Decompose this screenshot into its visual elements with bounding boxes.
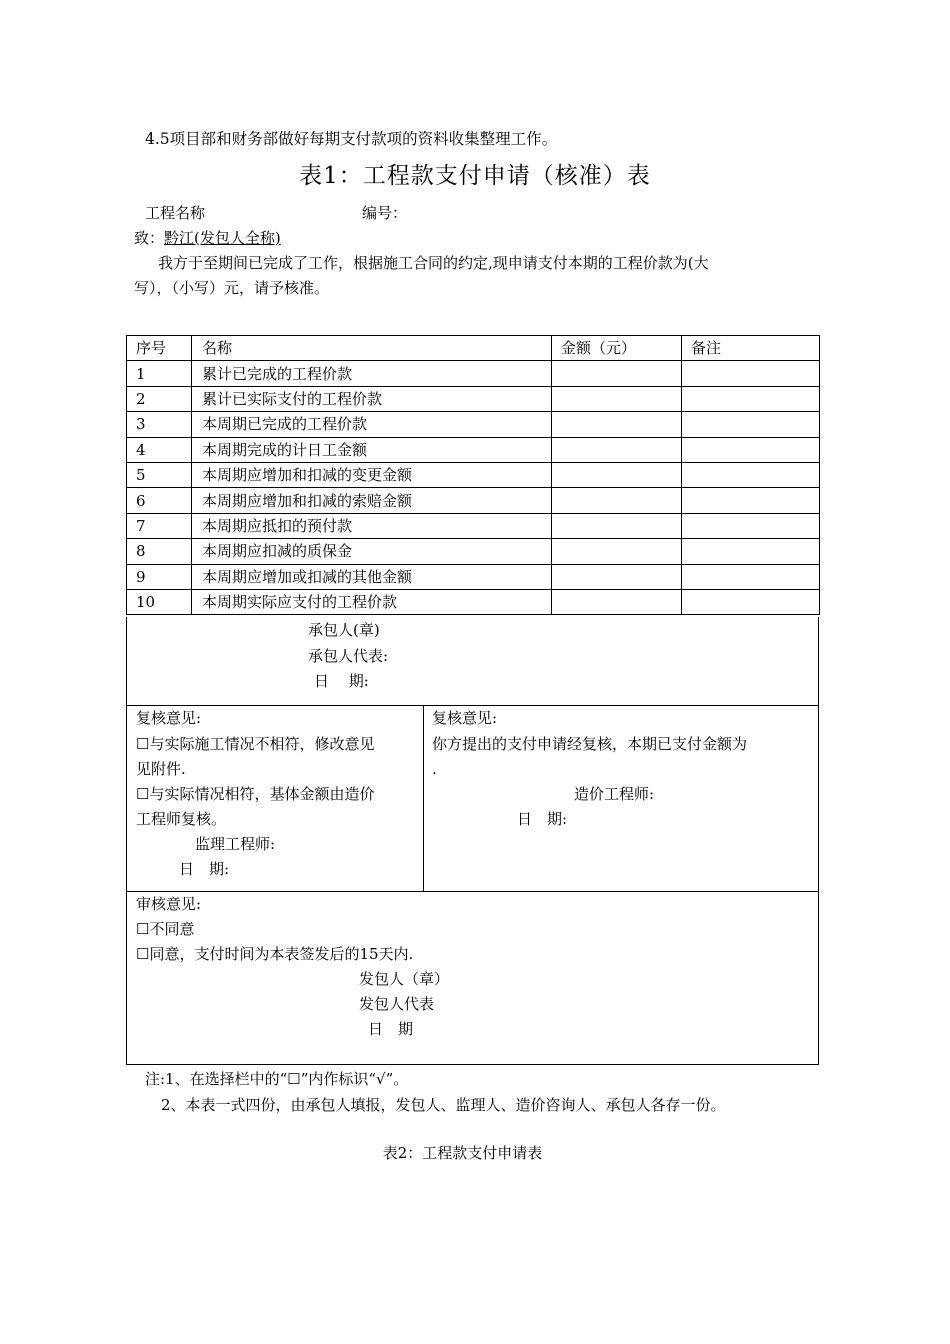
supervisor-option-mismatch-cont: 见附件. [136, 760, 186, 778]
header-amount: 金额（元） [552, 336, 682, 361]
payment-table [126, 335, 820, 615]
supervisor-option-match-cont: 工程师复核。 [136, 810, 227, 828]
supervising-engineer: 监理工程师: [195, 835, 276, 853]
row-remark[interactable] [682, 462, 820, 487]
row-amount[interactable] [552, 386, 682, 411]
header-index: 序号 [127, 336, 192, 361]
row-remark[interactable] [682, 589, 820, 614]
supervisor-option-match[interactable]: ☐与实际情况相符，基体金额由造价 [136, 785, 375, 803]
recipient-name: 黔江(发包人全称) [164, 229, 281, 247]
row-remark[interactable] [682, 386, 820, 411]
row-index: 8 [127, 539, 192, 564]
row-name: 累计已完成的工程价款 [192, 361, 552, 386]
table2-title: 表2：工程款支付申请表 [382, 1144, 543, 1162]
table-row [127, 412, 820, 437]
row-index: 4 [127, 437, 192, 462]
row-amount[interactable] [552, 488, 682, 513]
request-paragraph-line1: 我方于至期间已完成了工作，根据施工合同的约定,现申请支付本期的工程价款为(大 [158, 254, 709, 272]
row-name: 本周期应增加和扣减的变更金额 [192, 462, 552, 487]
row-name: 本周期应扣减的质保金 [192, 539, 552, 564]
cost-review-text-cont: . [432, 760, 437, 778]
row-remark[interactable] [682, 539, 820, 564]
row-name: 本周期实际应支付的工程价款 [192, 589, 552, 614]
row-remark[interactable] [682, 488, 820, 513]
row-index: 7 [127, 513, 192, 538]
form-title: 表1：工程款支付申请（核准）表 [299, 163, 651, 189]
row-amount[interactable] [552, 589, 682, 614]
employer-date: 日 期 [368, 1020, 414, 1038]
recipient-prefix: 致： [134, 229, 165, 247]
row-index: 10 [127, 589, 192, 614]
note-line1: 注:1、在选择栏中的“☐”内作标识“√”。 [145, 1070, 409, 1088]
row-index: 2 [127, 386, 192, 411]
table-row [127, 361, 820, 386]
row-amount[interactable] [552, 564, 682, 589]
table-row [127, 488, 820, 513]
row-name: 本周期应抵扣的预付款 [192, 513, 552, 538]
recipient-line [134, 227, 281, 248]
header-name: 名称 [192, 336, 552, 361]
header-remark: 备注 [682, 336, 820, 361]
cost-engineer-date: 日 期: [517, 810, 568, 828]
table-row [127, 513, 820, 538]
table-row [127, 386, 820, 411]
row-name: 本周期应增加和扣减的索赔金额 [192, 488, 552, 513]
contractor-representative: 承包人代表: [308, 647, 389, 665]
table-row [127, 589, 820, 614]
audit-section [126, 891, 819, 1065]
supervisor-review-title: 复核意见: [136, 709, 202, 727]
row-index: 6 [127, 488, 192, 513]
row-index: 3 [127, 412, 192, 437]
row-remark[interactable] [682, 513, 820, 538]
note-line2: 2、本表一式四份，由承包人填报，发包人、监理人、造价咨询人、承包人各存一份。 [161, 1096, 726, 1114]
row-amount[interactable] [552, 437, 682, 462]
supervisor-review-section [126, 705, 424, 892]
table-row [127, 462, 820, 487]
number-label: 编号： [362, 204, 408, 222]
cost-engineer-review-section [423, 705, 819, 892]
cost-review-text: 你方提出的支付申请经复核，本期已支付金额为 [432, 735, 748, 753]
row-amount[interactable] [552, 539, 682, 564]
project-name-label: 工程名称 [145, 204, 206, 222]
intro-paragraph: 4.5项目部和财务部做好每期支付款项的资料收集整理工作。 [145, 130, 558, 148]
audit-option-disagree[interactable]: ☐不同意 [136, 920, 195, 938]
row-index: 1 [127, 361, 192, 386]
cost-review-title: 复核意见: [432, 709, 498, 727]
contractor-date: 日 期: [314, 672, 369, 690]
audit-option-agree[interactable]: ☐同意，支付时间为本表签发后的15天内. [136, 945, 414, 963]
supervisor-date: 日 期: [179, 860, 230, 878]
supervisor-option-mismatch[interactable]: ☐与实际施工情况不相符，修改意见 [136, 735, 375, 753]
row-amount[interactable] [552, 462, 682, 487]
row-index: 5 [127, 462, 192, 487]
row-remark[interactable] [682, 412, 820, 437]
row-amount[interactable] [552, 513, 682, 538]
row-amount[interactable] [552, 412, 682, 437]
table-row [127, 539, 820, 564]
employer-representative: 发包人代表 [359, 995, 435, 1013]
row-name: 本周期已完成的工程价款 [192, 412, 552, 437]
request-paragraph-line2: 写），（小写）元，请予核准。 [134, 279, 330, 297]
row-name: 本周期完成的计日工金额 [192, 437, 552, 462]
audit-title: 审核意见: [136, 895, 202, 913]
row-name: 累计已实际支付的工程价款 [192, 386, 552, 411]
table-header-row [127, 336, 820, 361]
table-row [127, 437, 820, 462]
cost-engineer: 造价工程师: [574, 785, 655, 803]
contractor-seal: 承包人(章) [308, 621, 380, 639]
contractor-signature-section [126, 617, 819, 706]
row-remark[interactable] [682, 437, 820, 462]
employer-seal: 发包人（章） [359, 970, 450, 988]
row-remark[interactable] [682, 564, 820, 589]
row-amount[interactable] [552, 361, 682, 386]
table-row [127, 564, 820, 589]
row-remark[interactable] [682, 361, 820, 386]
row-name: 本周期应增加或扣减的其他金额 [192, 564, 552, 589]
row-index: 9 [127, 564, 192, 589]
